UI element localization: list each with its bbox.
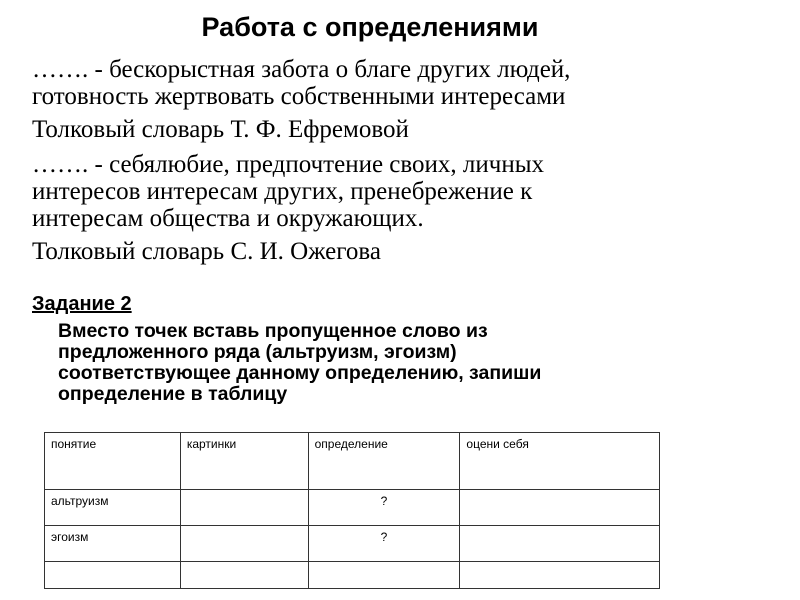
answer-table	[44, 432, 660, 589]
definition-egoism	[32, 151, 732, 232]
definition-line: ……. - бескорыстная забота о благе других людей,	[32, 56, 571, 83]
cell-self-assessment[interactable]	[460, 490, 660, 526]
task-title: Задание 2	[32, 293, 132, 315]
table-row	[45, 526, 660, 562]
cell-concept: альтруизм	[45, 490, 181, 526]
table-header-row	[45, 433, 660, 490]
task-line: Вместо точек вставь пропущенное слово из	[58, 320, 488, 342]
cell-definition[interactable]: ?	[308, 490, 460, 526]
cell-definition[interactable]: ?	[308, 526, 460, 562]
cell-concept: эгоизм	[45, 526, 181, 562]
definitions-block	[32, 56, 732, 273]
cell-self-assessment[interactable]	[460, 526, 660, 562]
cell-self-assessment[interactable]	[460, 562, 660, 589]
task-line: соответствующее данному определению, запиши	[58, 362, 542, 384]
definition-altruism	[32, 56, 732, 110]
cell-pictures[interactable]	[180, 526, 308, 562]
definition-source: Толковый словарь С. И. Ожегова	[32, 238, 381, 265]
definition-line: интересам общества и окружающих.	[32, 205, 424, 232]
header-self-assessment: оцени себя	[460, 433, 660, 490]
page-title: Работа с определениями	[201, 12, 539, 42]
cell-definition[interactable]	[308, 562, 460, 589]
cell-pictures[interactable]	[180, 562, 308, 589]
header-definition: определение	[308, 433, 460, 490]
definition-source: Толковый словарь Т. Ф. Ефремовой	[32, 116, 409, 143]
header-pictures: картинки	[180, 433, 308, 490]
table-row	[45, 562, 660, 589]
definition-line: ……. - себялюбие, предпочтение своих, личных	[32, 151, 545, 178]
task-instructions	[58, 321, 678, 405]
definition-line: готовность жертвовать собственными интересами	[32, 83, 566, 110]
table-row	[45, 490, 660, 526]
header-concept: понятие	[45, 433, 181, 490]
task-line: предложенного ряда (альтруизм, эгоизм)	[58, 341, 457, 363]
definition-line: интересов интересам других, пренебрежение к	[32, 178, 533, 205]
task-line: определение в таблицу	[58, 383, 288, 405]
cell-concept[interactable]	[45, 562, 181, 589]
cell-pictures[interactable]	[180, 490, 308, 526]
